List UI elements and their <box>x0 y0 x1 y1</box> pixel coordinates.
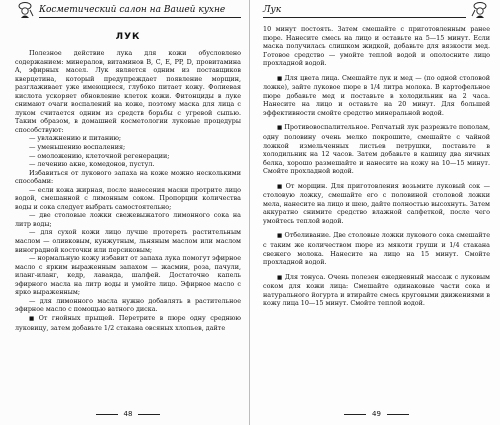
paragraph-text: — для сухой кожи лицо лучше протереть растительным маслом — оливковым, кунжутным, льняным маслом или маслом виноградной косточки или персиковым; <box>15 228 241 254</box>
paragraph <box>15 160 241 169</box>
paragraph-text: От морщин. Для приготовления возьмите луковый сок — столовую ложку, смешайте его с половиной столовой ложки мела, нанесите на лицо и шею, дайте полностью высохнуть. Затем аккуратно снимите средство влажной салфеткой, после чего умойтесь теплой водой. <box>263 181 491 225</box>
bullet-square-icon: ■ <box>29 315 37 322</box>
paragraph-text: Для цвета лица. Смешайте лук и мед — (по одной столовой ложке), зайте луковое пюре в 1/4 литра молока. В картофельное пюре добавьте мед и поставьте в холодильник на 2 часа. Нанесите на лицо и оставьте на 20 минут. Для большей эффективности смойте средство минеральной водой. <box>263 73 490 117</box>
paragraph <box>15 314 241 332</box>
paragraph-text: — омоложению, клеточной регенерации; <box>29 151 170 160</box>
paragraph <box>15 134 241 143</box>
paragraph <box>15 254 241 297</box>
paragraph <box>263 123 490 175</box>
paragraph <box>15 49 241 134</box>
running-header: Косметический салон на Вашей кухне <box>39 5 241 18</box>
paragraph-text: Для тонуса. Очень полезен ежедневный массаж с луковым соком для кожи лица: Смешайте одинаковые части сока и натурального йогурта и втирайте смесь круговыми движениями в кожу лица 10—15 минут. Смойте теплой водой. <box>263 272 490 308</box>
paragraph <box>263 25 490 68</box>
right-page <box>250 0 500 425</box>
paragraph <box>15 211 241 228</box>
paragraph-text: Противовоспалительное. Репчатый лук разрежьте пополам, одну половину очень мелко покрошите, смешайте с чайной ложкой измельченных листьев петрушки, поставьте в холодильник на 12 часов. Затем добавьте в кашицу два яичных белка, хорошо размешайте и нанесите на кожу на 10—15 минут. Смойте прохладной водой. <box>263 123 490 176</box>
paragraph-text: — нормальную кожу избавит от запаха лука помогут эфирное масло с ярким выраженным запахом — жасмин, роза, пачули, иланг-иланг, кедр, лаванда, шалфей. Достаточно капель эфирного масла на литр воды и умойте лицо. Эфирное масло с ярко выраженным; <box>15 254 241 297</box>
chef-icon <box>15 1 35 25</box>
paragraph-text: — увлажнению и питанию; <box>29 134 122 143</box>
right-page-header <box>263 2 490 22</box>
chef-icon <box>470 1 490 25</box>
paragraph-text: Отбеливание. Две столовые ложки лукового сока смешайте с таким же количеством пюре из мякоти груши и 1/4 стакана свежего молока. Нанесите на лицо на 15 минут. Смойте прохладной водой. <box>263 231 490 267</box>
paragraph-text: — для лимонного масла нужно добавлять в растительное эфирное масло с помощью ватного диска. <box>15 296 241 314</box>
paragraph-text: — если кожа жирная, после нанесения маски протрите лицо водой, смешанной с лимонным соком. Пропорции количества воды и сока следует выбрать самостоятельно; <box>15 185 241 211</box>
paragraph <box>263 231 490 266</box>
bullet-square-icon: ■ <box>277 233 283 240</box>
paragraph-text: — уменьшению воспаления; <box>29 143 126 152</box>
page-number: 48 <box>123 410 133 418</box>
bullet-square-icon: ■ <box>277 125 283 132</box>
bullet-square-icon: ■ <box>277 274 283 281</box>
paragraph <box>15 143 241 152</box>
paragraph <box>15 228 241 254</box>
left-page-header <box>15 2 241 22</box>
paragraph <box>263 182 490 226</box>
bullet-square-icon: ■ <box>277 75 283 82</box>
paragraph-text: Избавиться от лукового запаха на коже можно несколькими способами: <box>15 168 241 186</box>
page-number-footer <box>15 410 241 418</box>
paragraph-text: — две столовые ложки свежевыжатого лимонного сока на литр воды; <box>15 211 241 228</box>
paragraph <box>15 297 241 314</box>
paragraph <box>263 74 490 118</box>
page-number: 49 <box>372 410 381 418</box>
paragraph-text: Полезное действие лука для кожи обусловлено содержанием: минералов, витаминов B, C, E, PP, D, провитамина A, эфирных масел. Лук является одним из поставщиков кверцетина, который предупреждает появление морщин, разглаживает уже имеющиеся, глубоко питает кожу. Фолиевая кислота ускоряет обновление клеток кожи. Фитонциды в луке снимают очаги воспалений на коже, поэтому маска для лица с луком считается одним из средств борьбы с угревой сыпью. Таким образом, в домашней косметологии луковые процедуры способствуют: <box>15 49 241 134</box>
right-body-text <box>263 25 490 308</box>
left-body-text <box>15 49 241 332</box>
page-number-footer <box>263 410 490 418</box>
paragraph <box>263 273 490 308</box>
paragraph <box>15 186 241 212</box>
paragraph <box>15 169 241 186</box>
section-title: ЛУК <box>115 32 141 42</box>
paragraph-text: — лечению акне, комедонов, пустул. <box>29 160 155 169</box>
paragraph-text: От гнойных прыщей. Перетрите в пюре одну среднюю луковицу, затем добавьте 1/2 стакана овсяных хлопьев, дайте <box>15 313 241 332</box>
paragraph-text: 10 минут постоять. Затем смешайте с приготовленным ранее пюре. Нанесите смесь на лицо и оставьте на 5—15 минут. Если маска получилась слишком жидкой, добавьте для вязкости мед. Готовое средство — умойте теплой водой и ополосните лицо прохладной водой. <box>263 25 490 68</box>
paragraph <box>15 152 241 161</box>
running-header: Лук <box>263 5 466 18</box>
bullet-square-icon: ■ <box>277 183 284 190</box>
